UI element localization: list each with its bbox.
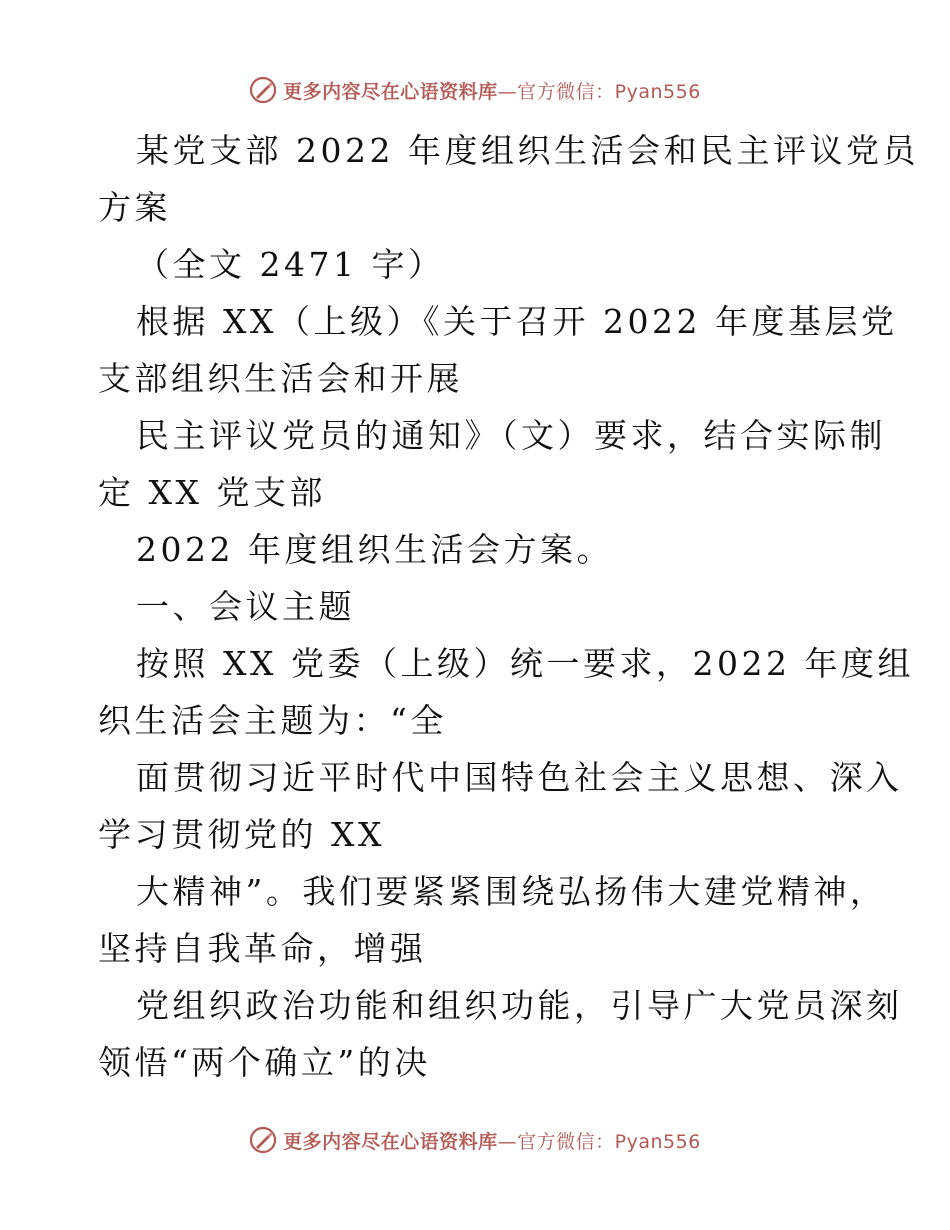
document-line: 织生活会主题为：“全: [98, 701, 447, 740]
watermark-contact: 官方微信：Pyan556: [517, 1130, 701, 1153]
pen-logo-icon: [249, 76, 277, 104]
document-line: 学习贯彻党的 XX: [98, 815, 385, 854]
header-watermark: [0, 70, 950, 110]
document-body: [98, 122, 919, 1091]
document-line: 根据 XX（上级）《关于召开 2022 年度基层党: [136, 302, 898, 341]
watermark-text: [283, 77, 701, 104]
document-line: 一、会议主题: [136, 587, 355, 626]
document-line: 面贯彻习近平时代中国特色社会主义思想、深入: [136, 758, 903, 797]
document-line: 支部组织生活会和开展: [98, 359, 463, 398]
watermark-text: [283, 1127, 701, 1154]
document-line: 坚持自我革命，增强: [98, 929, 427, 968]
watermark-dash: —: [497, 80, 518, 103]
document-line: 2022 年度组织生活会方案。: [136, 530, 613, 569]
pen-logo-icon: [249, 1126, 277, 1154]
document-line: 某党支部 2022 年度组织生活会和民主评议党员: [136, 131, 919, 170]
document-line: 按照 XX 党委（上级）统一要求，2022 年度组: [136, 644, 914, 683]
watermark-contact: 官方微信：Pyan556: [517, 80, 701, 103]
watermark-dash: —: [497, 1130, 518, 1153]
footer-watermark: [0, 1120, 950, 1160]
watermark-site: 更多内容尽在心语资料库: [283, 1130, 498, 1153]
document-line: 方案: [98, 188, 171, 227]
document-line: 定 XX 党支部: [98, 473, 326, 512]
document-line: （全文 2471 字）: [136, 245, 445, 284]
watermark-site: 更多内容尽在心语资料库: [283, 80, 498, 103]
document-line: 党组织政治功能和组织功能，引导广大党员深刻: [136, 986, 903, 1025]
document-line: 民主评议党员的通知》（文）要求，结合实际制: [136, 416, 886, 455]
document-line: 领悟“两个确立”的决: [98, 1043, 431, 1082]
document-line: 大精神”。我们要紧紧围绕弘扬伟大建党精神，: [136, 872, 887, 911]
